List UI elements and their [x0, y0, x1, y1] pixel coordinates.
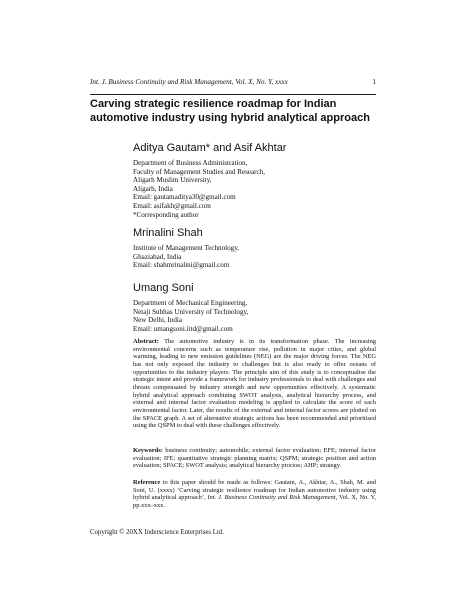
affiliation-line: Netaji Subhas University of Technology,	[133, 307, 249, 316]
affiliation-line: Aligarh, India	[133, 184, 173, 193]
journal-citation: Int. J. Business Continuity and Risk Management, Vol. X, No. Y, xxxx	[90, 78, 288, 86]
keywords-label: Keywords:	[133, 447, 163, 454]
affiliation-line: Department of Mechanical Engineering,	[133, 299, 248, 307]
copyright-notice: Copyright © 20XX Inderscience Enterprises Ltd.	[90, 529, 224, 536]
title-line-2: automotive industry using hybrid analytical approach	[90, 111, 370, 124]
email-line: Email: umangsoni.iitd@gmail.com	[133, 324, 233, 333]
abstract	[133, 338, 376, 430]
affiliation-line: Faculty of Management Studies and Research,	[133, 167, 265, 176]
author-affiliation-2	[133, 244, 373, 270]
title-line-1: Carving strategic resilience roadmap for Indian	[90, 98, 337, 110]
author-name-3: Umang Soni	[133, 282, 194, 294]
reference-text-end: , Vol. X, No. Y, pp.xxx–xxx.	[133, 494, 376, 509]
author-name-2: Mrinalini Shah	[133, 227, 203, 239]
affiliation-line: Ghaziabad, India	[133, 252, 182, 261]
reference-journal: Int. J. Business Continuity and Risk Management	[207, 494, 336, 502]
affiliation-line: Institute of Management Technology,	[133, 244, 240, 252]
reference-text: to this paper should be made as follows: Gautam, A., Akhtar, A., Shah, M. and Soni, U. (xxxx) ‘Carving strategic resilience roadmap for Indian automotive industry using hybrid analytical approach’,	[133, 479, 376, 502]
author-affiliation-3	[133, 299, 373, 333]
email-line: Email: shahmrinalini@gmail.com	[133, 261, 230, 270]
running-header	[90, 78, 376, 86]
reference-label: Reference	[133, 479, 161, 486]
corresponding-author-note: *Corresponding author	[133, 210, 199, 219]
abstract-text: The automotive industry is in its transformation phase. The increasing environmental concerns such as temperature rise, pollution in major cities, and global warming, leading to new emission guidelines (NEG) are the major driving forces. The NEG has not only exposed the industry to challenges but is also ready to offer oceans of opportunities to the industry players. The principle aim of this study is to conceptualise the strategic intent and provide a framework for industry professionals to deal with challenges and threats compensated by industry strength and new opportunities effectively. A systematic hybrid analytical approach combining SWOT analysis, analytical hierarchy process, and external and internal factor evaluation modeling is applied to calculate the score of each environmental factor. Later, the results of the external and internal factor scores are plotted on the SPACE graph. A set of alternative strategic actions has been recommended and prioritised using the QSPM to deal with these challenges effectively.	[133, 338, 376, 430]
header-rule	[90, 94, 376, 95]
affiliation-line: Aligarh Muslim University,	[133, 176, 212, 185]
keywords	[133, 447, 376, 470]
page-number: 1	[372, 78, 376, 86]
email-line: Email: gautamaditya30@gmail.com	[133, 193, 236, 202]
affiliation-line: Department of Business Administration,	[133, 159, 248, 167]
keywords-text: business continuity; automobile; external factor evaluation; EFE; internal factor evaluation; IFE; quantitative strategic planning matrix; QSPM; strategic position and action evaluation; SPACE; SWOT analysis; analytical hierarchy process; AHP; strategy.	[133, 447, 376, 470]
paper-title	[90, 98, 380, 125]
abstract-label: Abstract:	[133, 338, 159, 345]
author-name-1: Aditya Gautam* and Asif Akhtar	[133, 142, 287, 154]
affiliation-line: New Delhi, India	[133, 316, 183, 325]
reference	[133, 479, 376, 510]
author-affiliation-1	[133, 159, 373, 219]
email-line: Email: asifakh@gmail.com	[133, 201, 211, 210]
